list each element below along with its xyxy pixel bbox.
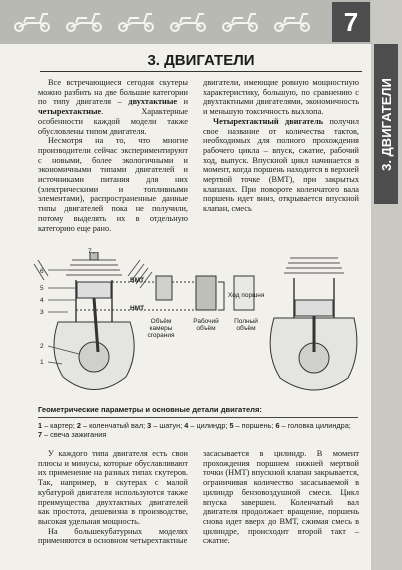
scooter-icon [166,9,210,33]
callout-3: 3 [40,309,44,316]
legend-text: – свеча зажигания [42,430,107,439]
legend-number: 3 [147,421,152,430]
combustion-label: Объём камеры сгорания [147,318,175,339]
paragraph: Несмотря на то, что многие производители сейчас экспериментируют с новыми, более экологичными и экономичными типами двигателей и источниками питания для них (электрическими и топливными элементами), распространенные данные типы двигателей пока не получили, потому выделять их в отдельную категорию еще рано. [38,136,188,233]
legend-number: 4 [184,421,189,430]
figure-legend [38,421,358,439]
legend-number: 1 [38,421,43,430]
text-run: Все встречающиеся сегодня скутеры можно разбить на две большие категории по типу двигателя – [38,78,188,107]
working-volume-label: Рабочий объём [193,318,219,332]
chapter-title: 3. ДВИГАТЕЛИ [147,52,255,69]
text-column-right-bottom [203,449,359,546]
paragraph [38,78,188,136]
working-volume-box [196,276,216,310]
bold-term: четырехтактные [38,107,102,117]
piston-left [77,282,111,298]
bmt-label: ВМТ [130,277,145,284]
scooter-icon [114,9,158,33]
legend-text: – головка цилиндра; [279,421,351,430]
callout-5: 5 [40,285,44,292]
scooter-icon [218,9,262,33]
bold-term: двухтактные [128,97,177,107]
figure-caption-title: Геометрические параметры и основные детали двигателя: [38,405,262,414]
crankshaft-left [79,342,109,372]
page-number: 7 [332,2,370,42]
text-column-left-top [38,78,188,233]
legend-number: 2 [76,421,81,430]
scooter-icon [10,9,54,33]
combustion-box [156,276,172,300]
callout-7: 7 [88,248,92,255]
callout-2: 2 [40,343,44,350]
legend-number: 5 [229,421,234,430]
stroke-label: Ход поршня [228,292,265,299]
text-run: . Характерные особенности каждой модели также обусловлены типом двигателя. [38,107,188,136]
cylinder-head-fins [66,260,122,275]
section-tab [374,44,398,204]
legend-text: – шатун; [151,421,185,430]
legend-number: 7 [38,430,43,439]
engine-right [270,258,357,390]
callout-4: 4 [40,297,44,304]
callout-1: 1 [40,359,44,366]
paragraph [203,117,359,214]
piston-right [295,300,333,316]
callout-6: 6 [40,268,44,275]
paragraph: На большекубатурных моделях применяются в основном четырехтактные [38,526,188,546]
text-column-left-bottom [38,449,188,546]
paragraph: засасывается в цилиндр. В момент прохождения поршнем нижней мертвой точки (НМТ) впускной клапан закрывается, ограничивая количество засасываемой в цилиндр бензовоздушной смеси. Цикл впуска завершен. Коленчатый вал двигателя продолжает вращение, поршень снова идет вверх до ВМТ, сжимая смесь в цилиндре, происходит второй такт – сжатие. [203,449,359,546]
legend-number: 6 [275,421,280,430]
paragraph: У каждого типа двигателя есть свои плюсы и минусы, которые обуславливают их применение на разных типах скутеров. Так, например, в скутерах с малой кубатурой двигателя используются также преимущества двухтактных двигателей как простота, дешевизна в производстве, высокая удельная мощность. [38,449,188,526]
text-run: и [177,97,189,107]
nmt-label: НМТ [130,305,145,312]
legend-text: – коленчатый вал; [80,421,148,430]
title-divider [40,71,362,72]
scooter-icon [62,9,106,33]
scooter-strip [10,4,330,38]
engine-diagram [28,248,368,402]
scooter-icon [270,9,314,33]
text-column-right-top [203,78,359,214]
section-tab-label: 3. ДВИГАТЕЛИ [378,77,394,171]
bold-term: Четырехтактный двигатель [213,116,324,126]
legend-text: – цилиндр; [188,421,230,430]
legend-text: – поршень; [233,421,276,430]
paragraph: двигатели, имеющие ровную мощностную характеристику, большую, по сравнению с двухтактными двигателями, экономичность и меньшую токсичность выхлопа. [203,78,359,117]
text-run: получил свое название от количества тактов, необходимых для полного прохождения рабочего цикла – впуск, сжатие, рабочий ход, выпуск. Впускной цикл начинается в момент, когда поршень находится в верхней мертвой точке (ВМТ), при закрытых клапанах. При повороте коленчатого вала поршень идет вниз, открывается впускной клапан, смесь [203,116,359,214]
legend-text: – картер; [42,421,77,430]
full-volume-label: Полный объём [234,318,258,332]
caption-divider [38,417,358,418]
